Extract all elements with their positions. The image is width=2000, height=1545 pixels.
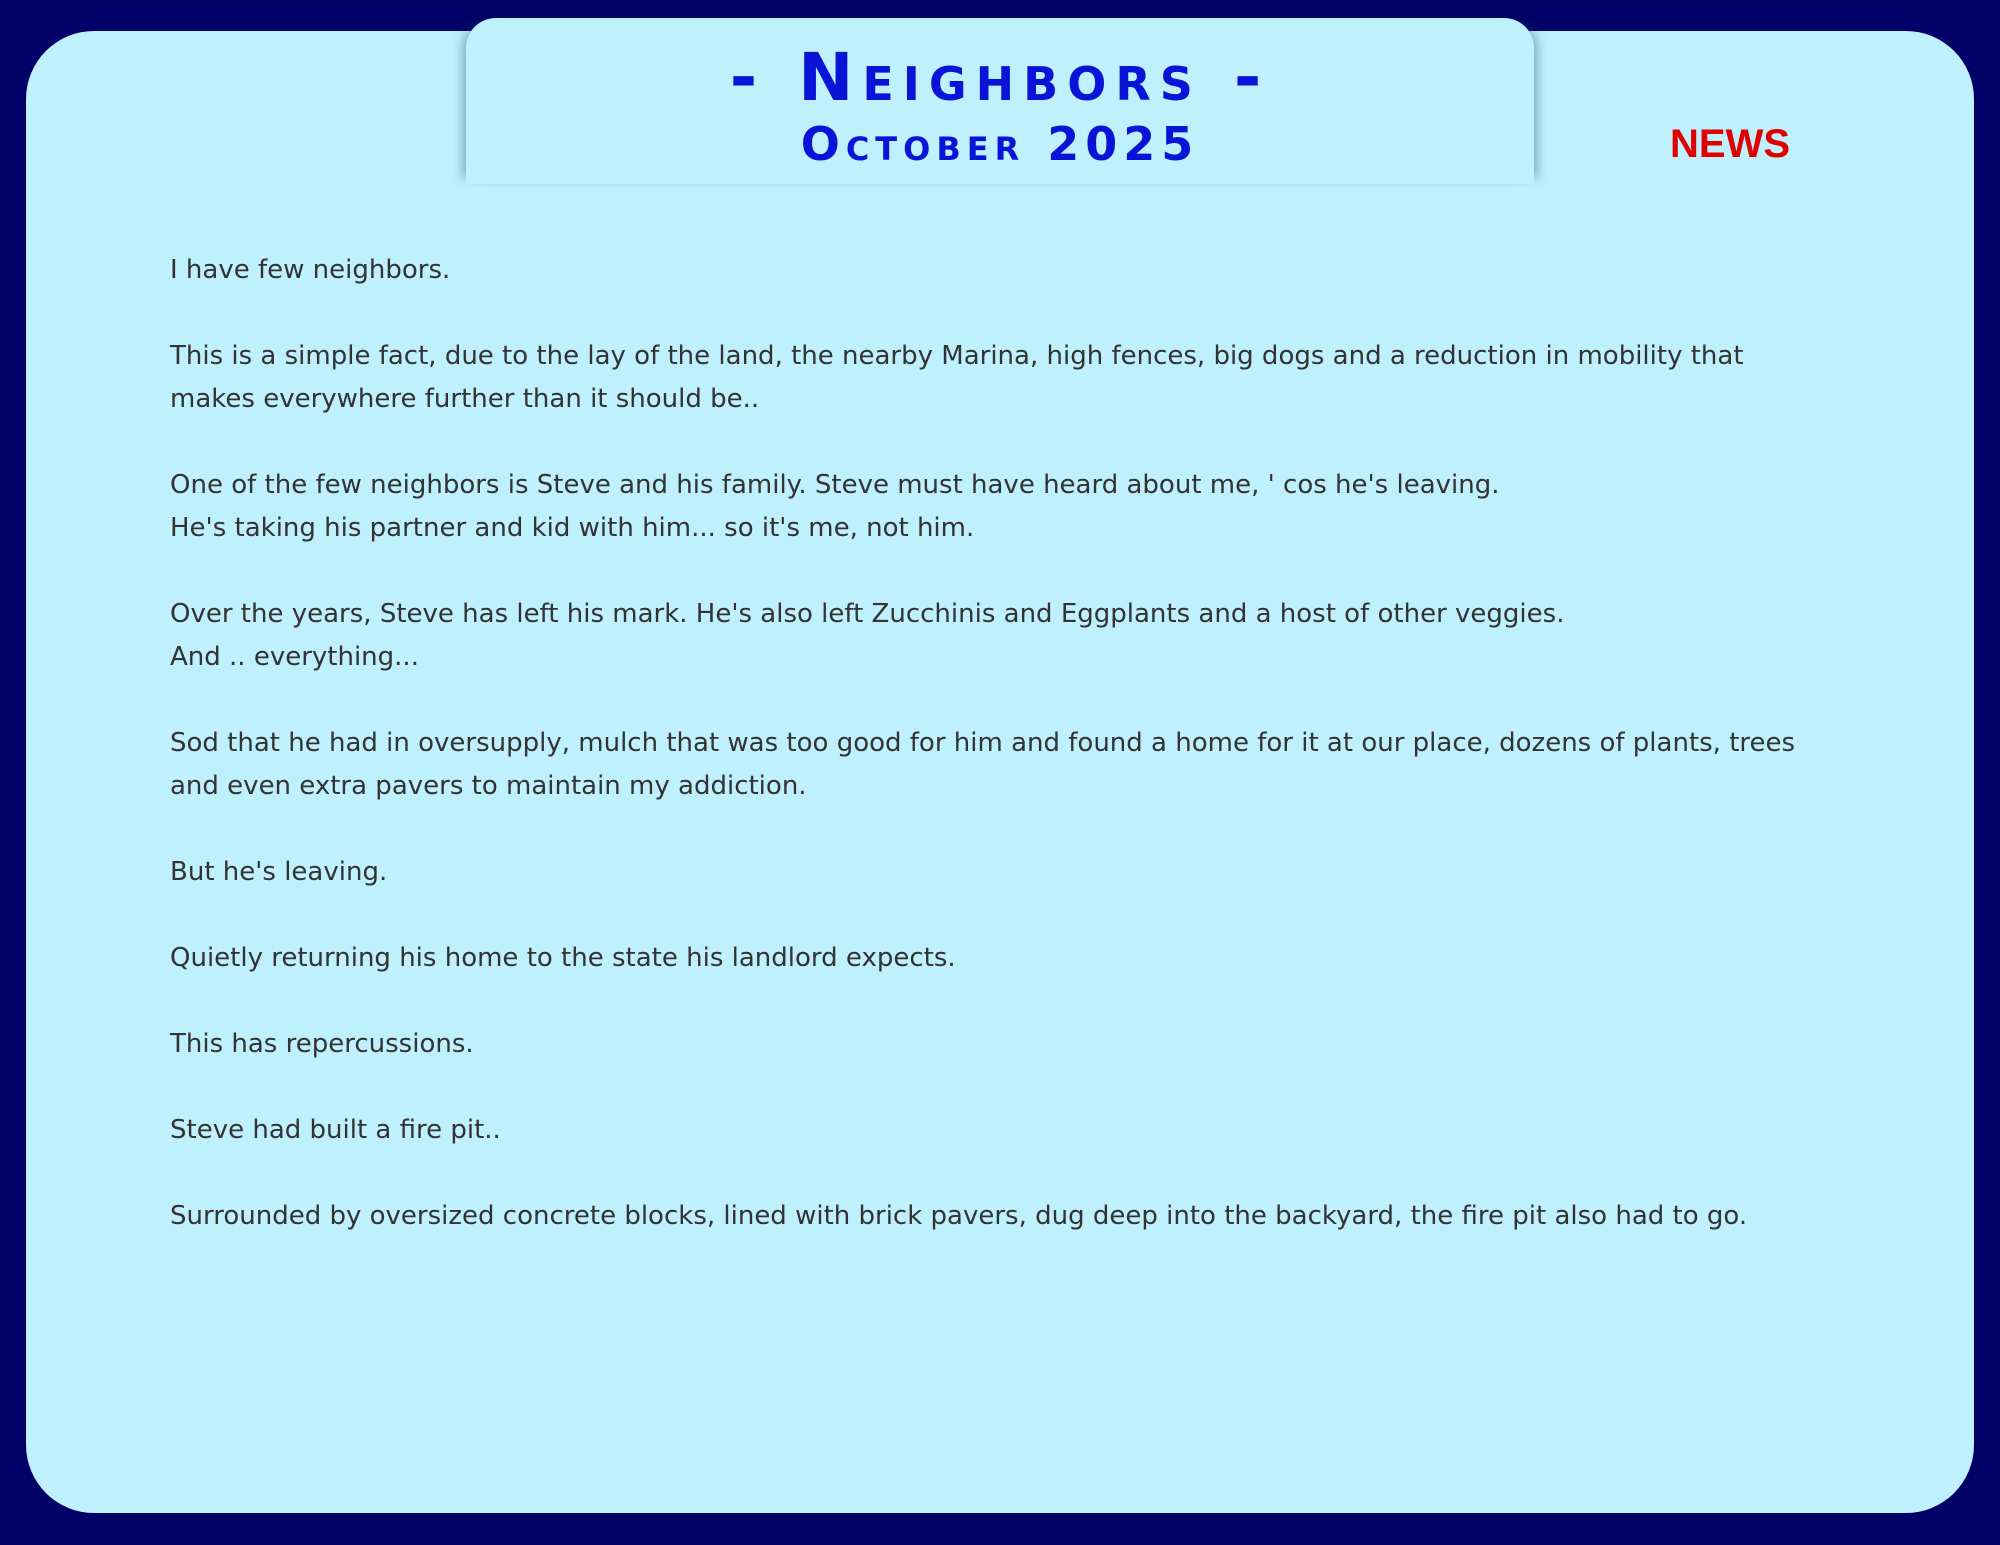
article-paragraph: Surrounded by oversized concrete blocks, lined with brick pavers, dug deep into the backyard, the fire pit also had to go.	[170, 1201, 1748, 1231]
article-paragraph: One of the few neighbors is Steve and his family. Steve must have heard about me, ' cos he's leaving. He's taking his partner and kid with him... so it's me, not him.	[170, 470, 1500, 543]
article-paragraph: Steve had built a fire pit..	[170, 1115, 501, 1145]
news-link[interactable]: NEWS	[1670, 122, 1790, 166]
article-paragraph: Sod that he had in oversupply, mulch that was too good for him and found a home for it at our place, dozens of plants, trees and even extra pavers to maintain my addiction.	[170, 728, 1796, 801]
article-body	[170, 249, 1830, 1281]
article-paragraph: This has repercussions.	[170, 1029, 474, 1059]
page-subtitle-date: October 2025	[800, 117, 1200, 171]
page-title: - Neighbors -	[729, 39, 1271, 116]
article-paragraph: I have few neighbors.	[170, 255, 451, 285]
article-paragraph: This is a simple fact, due to the lay of the land, the nearby Marina, high fences, big dogs and a reduction in mobility that makes everywhere further than it should be..	[170, 341, 1744, 414]
article-paragraph: But he's leaving.	[170, 857, 388, 887]
article-paragraph: Over the years, Steve has left his mark. He's also left Zucchinis and Eggplants and a host of other veggies. And .. everything...	[170, 599, 1565, 672]
article-paragraph: Quietly returning his home to the state his landlord expects.	[170, 943, 956, 973]
